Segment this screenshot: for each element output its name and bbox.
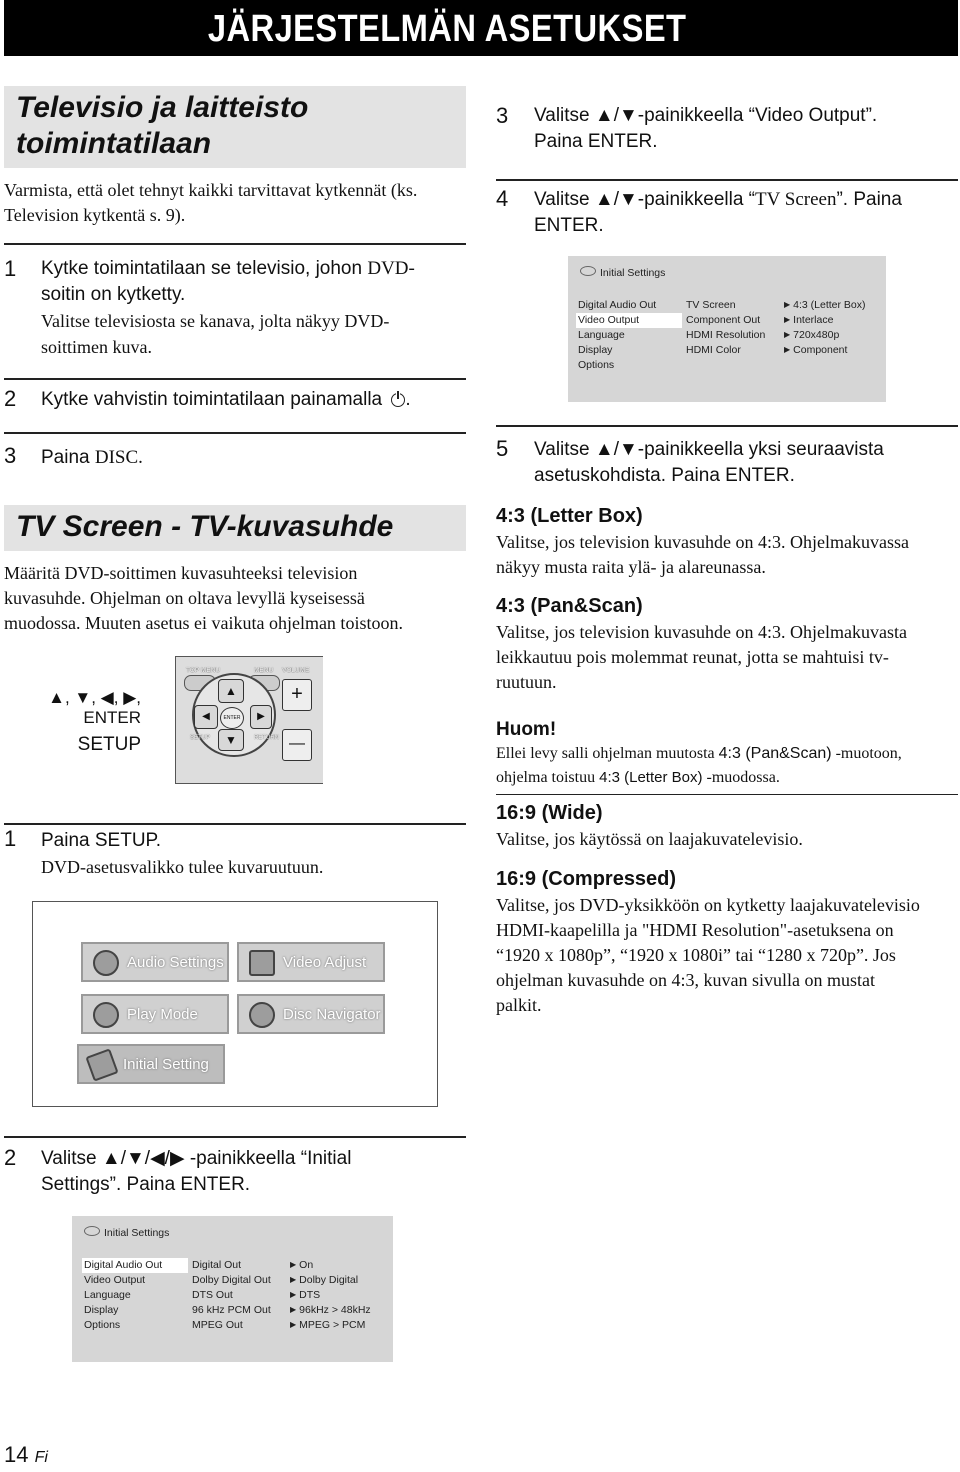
- page-header-bar: [4, 0, 958, 56]
- setting-value: ▶ On: [290, 1258, 313, 1273]
- menu-body: [576, 296, 882, 394]
- disc-navigator-icon: [249, 1002, 275, 1028]
- note-text: -muodossa.: [702, 769, 780, 786]
- step-text: .: [405, 389, 411, 410]
- option-letter-box: [496, 505, 956, 580]
- step-3-press-disc: [41, 445, 143, 471]
- submenu-item-tv-screen[interactable]: TV Screen: [686, 299, 736, 311]
- step-text: DISC.: [94, 447, 143, 468]
- option-pan-scan: [496, 595, 956, 695]
- note-block: [496, 719, 956, 790]
- option-desc: Valitse, jos DVD-yksikköön on kytketty laajakuvatelevisio: [496, 895, 920, 915]
- step-5-select-option: [534, 437, 954, 489]
- option-desc: palkit.: [496, 995, 542, 1015]
- page-footer: [4, 1442, 48, 1468]
- remote-volume-down-button[interactable]: —: [282, 729, 312, 761]
- divider: [496, 179, 958, 181]
- remote-labels: [41, 688, 141, 756]
- step-text: Paina ENTER.: [534, 131, 658, 152]
- step-text: asetuskohdista. Paina ENTER.: [534, 465, 795, 486]
- play-mode-button[interactable]: [81, 994, 229, 1034]
- initial-settings-menu-video: [568, 256, 886, 402]
- step-3-select-video-output: [534, 103, 954, 155]
- option-desc: HDMI-kaapelilla ja "HDMI Resolution"-asetuksena on: [496, 920, 894, 940]
- intro-paragraph: [4, 178, 474, 228]
- menu-title-text: Initial Settings: [104, 1227, 170, 1239]
- submenu-item[interactable]: Component Out: [686, 314, 761, 326]
- note-text: 4:3 (Pan&Scan): [718, 745, 832, 762]
- step-text: Settings”. Paina ENTER.: [41, 1174, 251, 1195]
- option-title: 4:3 (Letter Box): [496, 505, 643, 527]
- note-text: Ellei levy salli ohjelman muutosta: [496, 745, 719, 762]
- option-compressed: [496, 868, 958, 1018]
- remote-right-button[interactable]: ▶: [250, 705, 272, 729]
- option-desc: näkyy musta raita ylä- ja alareunassa.: [496, 557, 766, 577]
- step-2-power-amp: [41, 387, 471, 413]
- step-number: 3: [496, 103, 509, 128]
- option-title: 16:9 (Compressed): [496, 868, 677, 890]
- section-title-tv-and-equipment: [4, 86, 466, 168]
- step-text: Paina: [41, 447, 95, 468]
- para-line: Määritä DVD-soittimen kuvasuhteeksi television: [4, 563, 358, 583]
- disc-small-icon: [84, 1226, 100, 1236]
- menu-item-options[interactable]: Options: [578, 359, 615, 371]
- intro-line: Varmista, että olet tehnyt kaikki tarvittavat kytkennät (ks.: [4, 180, 418, 200]
- step-number: 1: [4, 826, 17, 851]
- setting-value: ▶ Component: [784, 343, 847, 358]
- option-wide: [496, 802, 956, 852]
- initial-setting-label: Initial Setting: [123, 1056, 209, 1073]
- step-subtext: Valitse televisiosta se kanava, jolta näkyy DVD-: [41, 311, 390, 331]
- step-subtext: DVD-asetusvalikko tulee kuvaruutuun.: [41, 857, 324, 877]
- step-number: 4: [496, 186, 509, 211]
- setting-value: ▶ 720x480p: [784, 328, 839, 343]
- step-text: ”. Paina: [836, 189, 902, 210]
- remote-label-arrows: ▲, ▼, ◀, ▶,: [48, 688, 141, 707]
- setting-value: ▶ MPEG > PCM: [290, 1318, 365, 1333]
- menu-item-language[interactable]: Language: [84, 1289, 131, 1301]
- submenu-item[interactable]: MPEG Out: [192, 1319, 243, 1331]
- page-language: Fi: [34, 1449, 48, 1466]
- setting-value: ▶ DTS: [290, 1288, 320, 1303]
- option-desc: ruutuun.: [496, 672, 557, 692]
- disc-navigator-label: Disc Navigator: [283, 1006, 381, 1023]
- audio-settings-button[interactable]: [81, 942, 229, 982]
- disc-small-icon: [580, 266, 596, 276]
- option-desc: Valitse, jos television kuvasuhde on 4:3. Ohjelmakuvasta: [496, 622, 907, 642]
- note-title: Huom!: [496, 719, 557, 740]
- divider: [496, 794, 958, 795]
- note-line: [496, 766, 956, 790]
- option-title: 4:3 (Pan&Scan): [496, 595, 643, 617]
- initial-setting-icon: [85, 1048, 118, 1081]
- section-title-line1: Televisio ja laitteisto: [16, 91, 309, 124]
- step-text: Kytke toimintatilaan se televisio, johon: [41, 258, 368, 279]
- section-title-tv-screen: TV Screen - TV-kuvasuhde: [4, 505, 466, 551]
- video-adjust-label: Video Adjust: [283, 954, 367, 971]
- menu-item-digital-audio-out[interactable]: Digital Audio Out: [578, 299, 657, 311]
- remote-up-button[interactable]: ▲: [218, 679, 244, 703]
- tv-screen-paragraph: [4, 561, 474, 636]
- option-desc: Valitse, jos käytössä on laajakuvatelevisio.: [496, 829, 803, 849]
- divider: [4, 432, 466, 434]
- setting-value: ▶ 4:3 (Letter Box): [784, 298, 866, 313]
- step-number: 1: [4, 256, 17, 281]
- setup-menu-screen: [32, 901, 438, 1107]
- step-2-select-initial-settings: [41, 1146, 471, 1198]
- submenu-item[interactable]: 96 kHz PCM Out: [192, 1304, 271, 1316]
- setting-value: ▶ Interlace: [784, 313, 833, 328]
- divider: [4, 378, 466, 380]
- note-text: ohjelma toistuu: [496, 769, 600, 786]
- note-text: 4:3 (Letter Box): [599, 769, 703, 786]
- remote-down-button[interactable]: ▼: [218, 729, 244, 751]
- step-number: 5: [496, 436, 509, 461]
- page-number: 14: [4, 1442, 29, 1467]
- step-text: Valitse ▲/▼/◀/▶ -painikkeella “Initial: [41, 1148, 352, 1169]
- option-desc: “1920 x 1080p”, “1920 x 1080i” tai “1280 x 720p”. Jos: [496, 945, 896, 965]
- divider: [4, 243, 466, 245]
- step-text: ENTER.: [534, 215, 604, 236]
- step-1-press-setup: [41, 828, 323, 880]
- menu-title: [84, 1226, 169, 1239]
- remote-illustration: [175, 656, 323, 784]
- menu-item-display[interactable]: Display: [84, 1304, 119, 1316]
- intro-line: Television kytkentä s. 9).: [4, 205, 186, 225]
- remote-volume-up-button[interactable]: +: [282, 679, 312, 711]
- menu-body: [80, 1256, 388, 1354]
- disc-icon: [93, 1002, 119, 1028]
- step-text: Kytke vahvistin toimintatilaan painamalla: [41, 389, 383, 410]
- menu-title: [580, 266, 665, 279]
- para-line: kuvasuhde. Ohjelman on oltava levyllä kyseisessä: [4, 588, 365, 608]
- play-mode-label: Play Mode: [127, 1006, 198, 1023]
- divider: [4, 1136, 466, 1138]
- step-1-power-tv: [41, 256, 466, 360]
- divider: [4, 823, 466, 825]
- step-text: TV Screen: [755, 189, 837, 210]
- step-text: Paina SETUP.: [41, 830, 162, 851]
- submenu-item[interactable]: Digital Out: [192, 1259, 242, 1271]
- video-icon: [249, 950, 275, 976]
- remote-menu-label: MENU: [254, 667, 274, 674]
- note-text: -muotoon,: [831, 745, 902, 762]
- menu-item-video-output[interactable]: Video Output: [576, 313, 682, 328]
- submenu-item[interactable]: HDMI Color: [686, 344, 741, 356]
- remote-label-setup: SETUP: [77, 734, 141, 755]
- option-desc: Valitse, jos television kuvasuhde on 4:3. Ohjelmakuvassa: [496, 532, 909, 552]
- menu-item-digital-audio-out[interactable]: Digital Audio Out: [82, 1258, 188, 1273]
- speaker-icon: [93, 950, 119, 976]
- option-desc: leikkautuu pois molemmat reunat, jotta se mahtuisi tv-: [496, 647, 889, 667]
- option-title: 16:9 (Wide): [496, 802, 603, 824]
- step-text: Valitse ▲/▼-painikkeella “Video Output”.: [534, 105, 878, 126]
- menu-title-text: Initial Settings: [600, 267, 666, 279]
- step-subtext: soittimen kuva.: [41, 337, 152, 357]
- step-number: 2: [4, 386, 17, 411]
- divider: [496, 425, 958, 427]
- disc-navigator-button[interactable]: [237, 994, 385, 1034]
- initial-settings-menu-audio: [72, 1216, 393, 1362]
- step-text: soitin on kytketty.: [41, 284, 186, 305]
- step-text: Valitse ▲/▼-painikkeella yksi seuraavista: [534, 439, 884, 460]
- setting-value: ▶ 96kHz > 48kHz: [290, 1303, 371, 1318]
- para-line: muodossa. Muuten asetus ei vaikuta ohjelman toistoon.: [4, 613, 403, 633]
- menu-item-display[interactable]: Display: [578, 344, 613, 356]
- step-text: DVD-: [367, 258, 415, 279]
- step-text: Valitse ▲/▼-painikkeella “: [534, 189, 756, 210]
- note-line: [496, 742, 956, 766]
- menu-item-video-output[interactable]: Video Output: [84, 1274, 146, 1286]
- menu-item-language[interactable]: Language: [578, 329, 625, 341]
- remote-setup-label: SETUP: [190, 735, 211, 741]
- step-number: 2: [4, 1145, 17, 1170]
- submenu-item[interactable]: HDMI Resolution: [686, 329, 766, 341]
- remote-enter-button[interactable]: ENTER: [220, 707, 244, 729]
- menu-item-options[interactable]: Options: [84, 1319, 121, 1331]
- step-number: 3: [4, 443, 17, 468]
- option-desc: ohjelman kuvasuhde on 4:3, kuvan sivulla on mustat: [496, 970, 875, 990]
- remote-left-button[interactable]: ◀: [194, 705, 218, 729]
- submenu-item[interactable]: DTS Out: [192, 1289, 233, 1301]
- section-title-line2: toimintatilaan: [16, 127, 212, 160]
- step-4-select-tv-screen: [534, 187, 954, 239]
- remote-top-menu-label: TOP MENU: [186, 667, 221, 674]
- remote-return-label: RETURN: [254, 735, 279, 741]
- remote-volume-label: VOLUME: [282, 667, 310, 674]
- page-header-title: JÄRJESTELMÄN ASETUKSET: [207, 8, 686, 50]
- audio-settings-label: Audio Settings: [127, 954, 224, 971]
- submenu-item[interactable]: Dolby Digital Out: [192, 1274, 271, 1286]
- power-icon: [391, 393, 405, 407]
- initial-setting-button[interactable]: [77, 1044, 225, 1084]
- video-adjust-button[interactable]: [237, 942, 385, 982]
- setting-value: ▶ Dolby Digital: [290, 1273, 358, 1288]
- remote-label-enter: ENTER: [83, 708, 141, 727]
